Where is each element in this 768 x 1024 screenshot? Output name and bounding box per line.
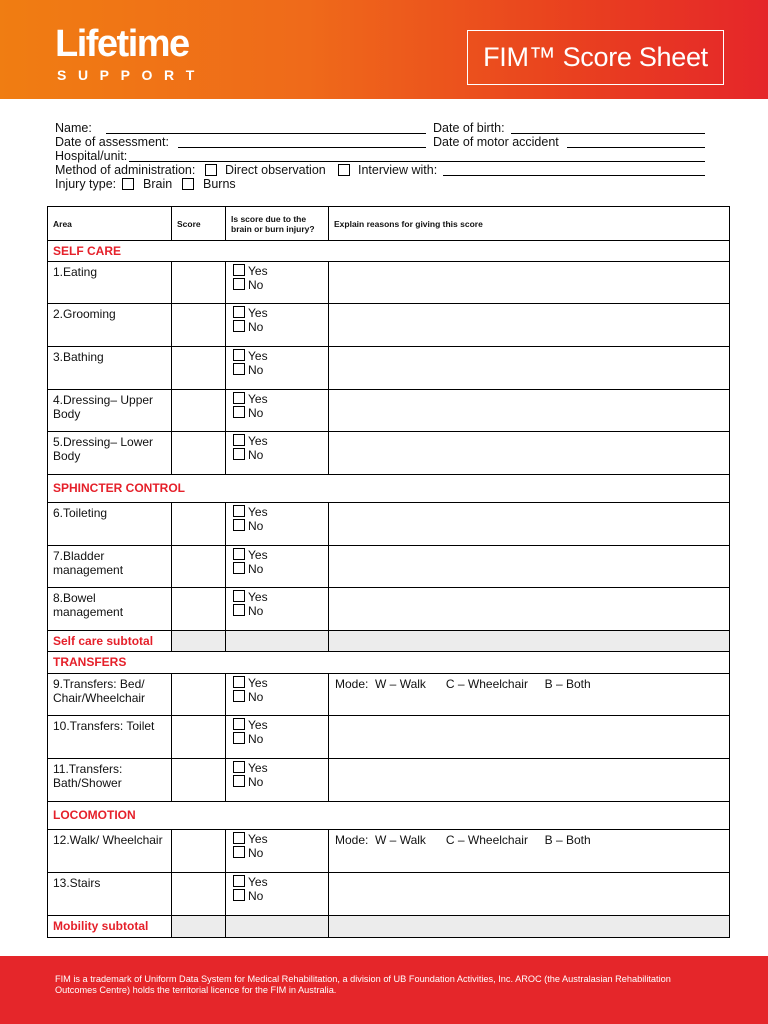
yes-checkbox[interactable] bbox=[233, 832, 245, 844]
form-row-name bbox=[55, 121, 705, 135]
no-option[interactable]: No bbox=[233, 320, 322, 334]
hospital-field[interactable] bbox=[129, 149, 705, 162]
date-assessment-label: Date of assessment: bbox=[55, 135, 169, 149]
yes-option[interactable]: Yes bbox=[233, 832, 322, 846]
direct-observation-checkbox[interactable] bbox=[205, 164, 217, 178]
date-accident-label: Date of motor accident bbox=[433, 135, 559, 149]
mobility-subtotal-score[interactable] bbox=[172, 916, 226, 938]
explain-cell[interactable] bbox=[329, 347, 730, 390]
section-sphincter-control: SPHINCTER CONTROL bbox=[48, 475, 730, 503]
mode-explain-cell[interactable]: Mode: W – Walk C – Wheelchair B – Both bbox=[329, 830, 730, 873]
method-label: Method of administration: bbox=[55, 163, 196, 177]
section-row bbox=[48, 652, 730, 674]
yes-option[interactable]: Yes bbox=[233, 434, 322, 448]
form-row-dates bbox=[55, 135, 705, 149]
form-row-method bbox=[55, 163, 705, 177]
mobility-subtotal-label: Mobility subtotal bbox=[48, 916, 172, 938]
no-option[interactable]: No bbox=[233, 562, 322, 576]
explain-cell[interactable] bbox=[329, 390, 730, 432]
subtotal-row bbox=[48, 916, 730, 938]
no-checkbox[interactable] bbox=[233, 732, 245, 744]
section-row bbox=[48, 802, 730, 830]
section-row bbox=[48, 241, 730, 262]
mode-explain-cell[interactable]: Mode: W – Walk C – Wheelchair B – Both bbox=[329, 674, 730, 716]
area-cell: 7.Bladder management bbox=[48, 546, 172, 588]
title-box bbox=[467, 30, 724, 85]
section-self-care: SELF CARE bbox=[48, 241, 730, 262]
direct-observation-label: Direct observation bbox=[225, 163, 326, 177]
no-option[interactable]: No bbox=[233, 363, 322, 377]
subtotal-blank-cell bbox=[226, 631, 329, 652]
score-cell[interactable] bbox=[172, 873, 226, 916]
subtotal-blank-cell bbox=[226, 916, 329, 938]
yes-option[interactable]: Yes bbox=[233, 392, 322, 406]
yes-checkbox[interactable] bbox=[233, 505, 245, 517]
header-explain: Explain reasons for giving this score bbox=[329, 207, 730, 241]
score-cell[interactable] bbox=[172, 390, 226, 432]
no-option[interactable]: No bbox=[233, 448, 322, 462]
table-row bbox=[48, 546, 730, 588]
no-checkbox[interactable] bbox=[233, 278, 245, 290]
area-cell: 12.Walk/ Wheelchair bbox=[48, 830, 172, 873]
table-row bbox=[48, 262, 730, 304]
subtotal-blank-cell bbox=[329, 631, 730, 652]
dob-field[interactable] bbox=[511, 121, 705, 134]
no-option[interactable]: No bbox=[233, 278, 322, 292]
yes-checkbox[interactable] bbox=[233, 548, 245, 560]
section-transfers: TRANSFERS bbox=[48, 652, 730, 674]
dob-label: Date of birth: bbox=[433, 121, 505, 135]
no-option[interactable]: No bbox=[233, 846, 322, 860]
footer-banner bbox=[0, 956, 768, 1024]
yes-checkbox[interactable] bbox=[233, 761, 245, 773]
score-cell[interactable] bbox=[172, 503, 226, 546]
yes-no-cell bbox=[226, 390, 329, 432]
date-assessment-field[interactable] bbox=[178, 135, 426, 148]
yes-checkbox[interactable] bbox=[233, 875, 245, 887]
logo-wordmark: Lifetime bbox=[55, 23, 189, 65]
yes-option[interactable]: Yes bbox=[233, 306, 322, 320]
score-cell[interactable] bbox=[172, 304, 226, 347]
subtotal-blank-cell bbox=[329, 916, 730, 938]
self-care-subtotal-label: Self care subtotal bbox=[48, 631, 172, 652]
yes-no-cell bbox=[226, 304, 329, 347]
interview-checkbox[interactable] bbox=[338, 164, 350, 178]
area-cell: 13.Stairs bbox=[48, 873, 172, 916]
header-area: Area bbox=[48, 207, 172, 241]
yes-checkbox[interactable] bbox=[233, 718, 245, 730]
yes-no-cell bbox=[226, 432, 329, 475]
no-option[interactable]: No bbox=[233, 732, 322, 746]
table-row bbox=[48, 432, 730, 475]
yes-option[interactable]: Yes bbox=[233, 264, 322, 278]
table-row bbox=[48, 390, 730, 432]
no-checkbox[interactable] bbox=[233, 889, 245, 901]
burns-label: Burns bbox=[203, 177, 236, 191]
table-row bbox=[48, 503, 730, 546]
score-cell[interactable] bbox=[172, 347, 226, 390]
interview-label: Interview with: bbox=[358, 163, 438, 177]
name-field[interactable] bbox=[106, 121, 426, 134]
date-accident-field[interactable] bbox=[567, 135, 705, 148]
area-cell: 9.Transfers: Bed/ Chair/Wheelchair bbox=[48, 674, 172, 716]
yes-checkbox[interactable] bbox=[233, 306, 245, 318]
score-cell[interactable] bbox=[172, 262, 226, 304]
no-option[interactable]: No bbox=[233, 775, 322, 789]
logo-subtitle: SUPPORT bbox=[57, 67, 206, 83]
form-row-hospital bbox=[55, 149, 705, 163]
no-checkbox[interactable] bbox=[233, 846, 245, 858]
header-banner bbox=[0, 0, 768, 99]
area-cell: 5.Dressing– Lower Body bbox=[48, 432, 172, 475]
no-checkbox[interactable] bbox=[233, 604, 245, 616]
no-checkbox[interactable] bbox=[233, 690, 245, 702]
yes-no-cell bbox=[226, 830, 329, 873]
no-option[interactable]: No bbox=[233, 519, 322, 533]
burns-checkbox[interactable] bbox=[182, 178, 194, 192]
yes-no-cell bbox=[226, 674, 329, 716]
explain-cell[interactable] bbox=[329, 873, 730, 916]
table-row bbox=[48, 674, 730, 716]
no-checkbox[interactable] bbox=[233, 519, 245, 531]
yes-checkbox[interactable] bbox=[233, 590, 245, 602]
injury-type-label: Injury type: bbox=[55, 177, 117, 191]
yes-checkbox[interactable] bbox=[233, 392, 245, 404]
no-checkbox[interactable] bbox=[233, 775, 245, 787]
hospital-label: Hospital/unit: bbox=[55, 149, 128, 163]
score-cell[interactable] bbox=[172, 759, 226, 802]
score-cell[interactable] bbox=[172, 716, 226, 759]
no-option[interactable]: No bbox=[233, 406, 322, 420]
area-cell: 11.Transfers: Bath/Shower bbox=[48, 759, 172, 802]
area-cell: 2.Grooming bbox=[48, 304, 172, 347]
section-locomotion: LOCOMOTION bbox=[48, 802, 730, 830]
brain-label: Brain bbox=[143, 177, 173, 191]
table-row bbox=[48, 830, 730, 873]
yes-option[interactable]: Yes bbox=[233, 505, 322, 519]
yes-option[interactable]: Yes bbox=[233, 761, 322, 775]
yes-no-cell bbox=[226, 347, 329, 390]
no-option[interactable]: No bbox=[233, 690, 322, 704]
yes-no-cell bbox=[226, 503, 329, 546]
explain-cell[interactable] bbox=[329, 304, 730, 347]
table-header-row bbox=[48, 207, 730, 241]
yes-option[interactable]: Yes bbox=[233, 718, 322, 732]
explain-cell[interactable] bbox=[329, 262, 730, 304]
area-cell: 1.Eating bbox=[48, 262, 172, 304]
self-care-subtotal-score[interactable] bbox=[172, 631, 226, 652]
no-option[interactable]: No bbox=[233, 889, 322, 903]
area-cell: 4.Dressing– Upper Body bbox=[48, 390, 172, 432]
explain-cell[interactable] bbox=[329, 588, 730, 631]
footer-trademark-note: FIM is a trademark of Uniform Data System for Medical Rehabilitation, a division of UB Foundation Activities, Inc. AROC (the Australasian Rehabilitation Outcomes Centre) holds the territorial licence for the FIM in Australia. bbox=[55, 974, 671, 995]
area-cell: 3.Bathing bbox=[48, 347, 172, 390]
no-checkbox[interactable] bbox=[233, 320, 245, 332]
subtotal-row bbox=[48, 631, 730, 652]
table-row bbox=[48, 304, 730, 347]
table-row bbox=[48, 759, 730, 802]
section-row bbox=[48, 475, 730, 503]
no-checkbox[interactable] bbox=[233, 448, 245, 460]
header-due-to-injury: Is score due to the brain or burn injury? bbox=[226, 207, 329, 241]
form-row-injury bbox=[55, 177, 705, 191]
yes-checkbox[interactable] bbox=[233, 349, 245, 361]
yes-no-cell bbox=[226, 546, 329, 588]
yes-option[interactable]: Yes bbox=[233, 875, 322, 889]
score-cell[interactable] bbox=[172, 674, 226, 716]
yes-option[interactable]: Yes bbox=[233, 548, 322, 562]
no-checkbox[interactable] bbox=[233, 406, 245, 418]
yes-no-cell bbox=[226, 716, 329, 759]
yes-no-cell bbox=[226, 759, 329, 802]
table-row bbox=[48, 588, 730, 631]
no-option[interactable]: No bbox=[233, 604, 322, 618]
explain-cell[interactable] bbox=[329, 546, 730, 588]
score-cell[interactable] bbox=[172, 588, 226, 631]
explain-cell[interactable] bbox=[329, 432, 730, 475]
table-row bbox=[48, 716, 730, 759]
fim-score-table bbox=[47, 206, 730, 938]
yes-checkbox[interactable] bbox=[233, 434, 245, 446]
yes-option[interactable]: Yes bbox=[233, 590, 322, 604]
yes-option[interactable]: Yes bbox=[233, 349, 322, 363]
no-checkbox[interactable] bbox=[233, 363, 245, 375]
yes-checkbox[interactable] bbox=[233, 264, 245, 276]
name-label: Name: bbox=[55, 121, 92, 135]
score-cell[interactable] bbox=[172, 546, 226, 588]
yes-no-cell bbox=[226, 873, 329, 916]
area-cell: 8.Bowel management bbox=[48, 588, 172, 631]
yes-option[interactable]: Yes bbox=[233, 676, 322, 690]
yes-no-cell bbox=[226, 588, 329, 631]
explain-cell[interactable] bbox=[329, 716, 730, 759]
score-cell[interactable] bbox=[172, 830, 226, 873]
yes-no-cell bbox=[226, 262, 329, 304]
brain-checkbox[interactable] bbox=[122, 178, 134, 192]
no-checkbox[interactable] bbox=[233, 562, 245, 574]
table-row bbox=[48, 347, 730, 390]
area-cell: 6.Toileting bbox=[48, 503, 172, 546]
interview-field[interactable] bbox=[443, 163, 705, 176]
area-cell: 10.Transfers: Toilet bbox=[48, 716, 172, 759]
header-score: Score bbox=[172, 207, 226, 241]
score-cell[interactable] bbox=[172, 432, 226, 475]
explain-cell[interactable] bbox=[329, 759, 730, 802]
explain-cell[interactable] bbox=[329, 503, 730, 546]
yes-checkbox[interactable] bbox=[233, 676, 245, 688]
page-title: FIM™ Score Sheet bbox=[483, 42, 708, 72]
table-row bbox=[48, 873, 730, 916]
